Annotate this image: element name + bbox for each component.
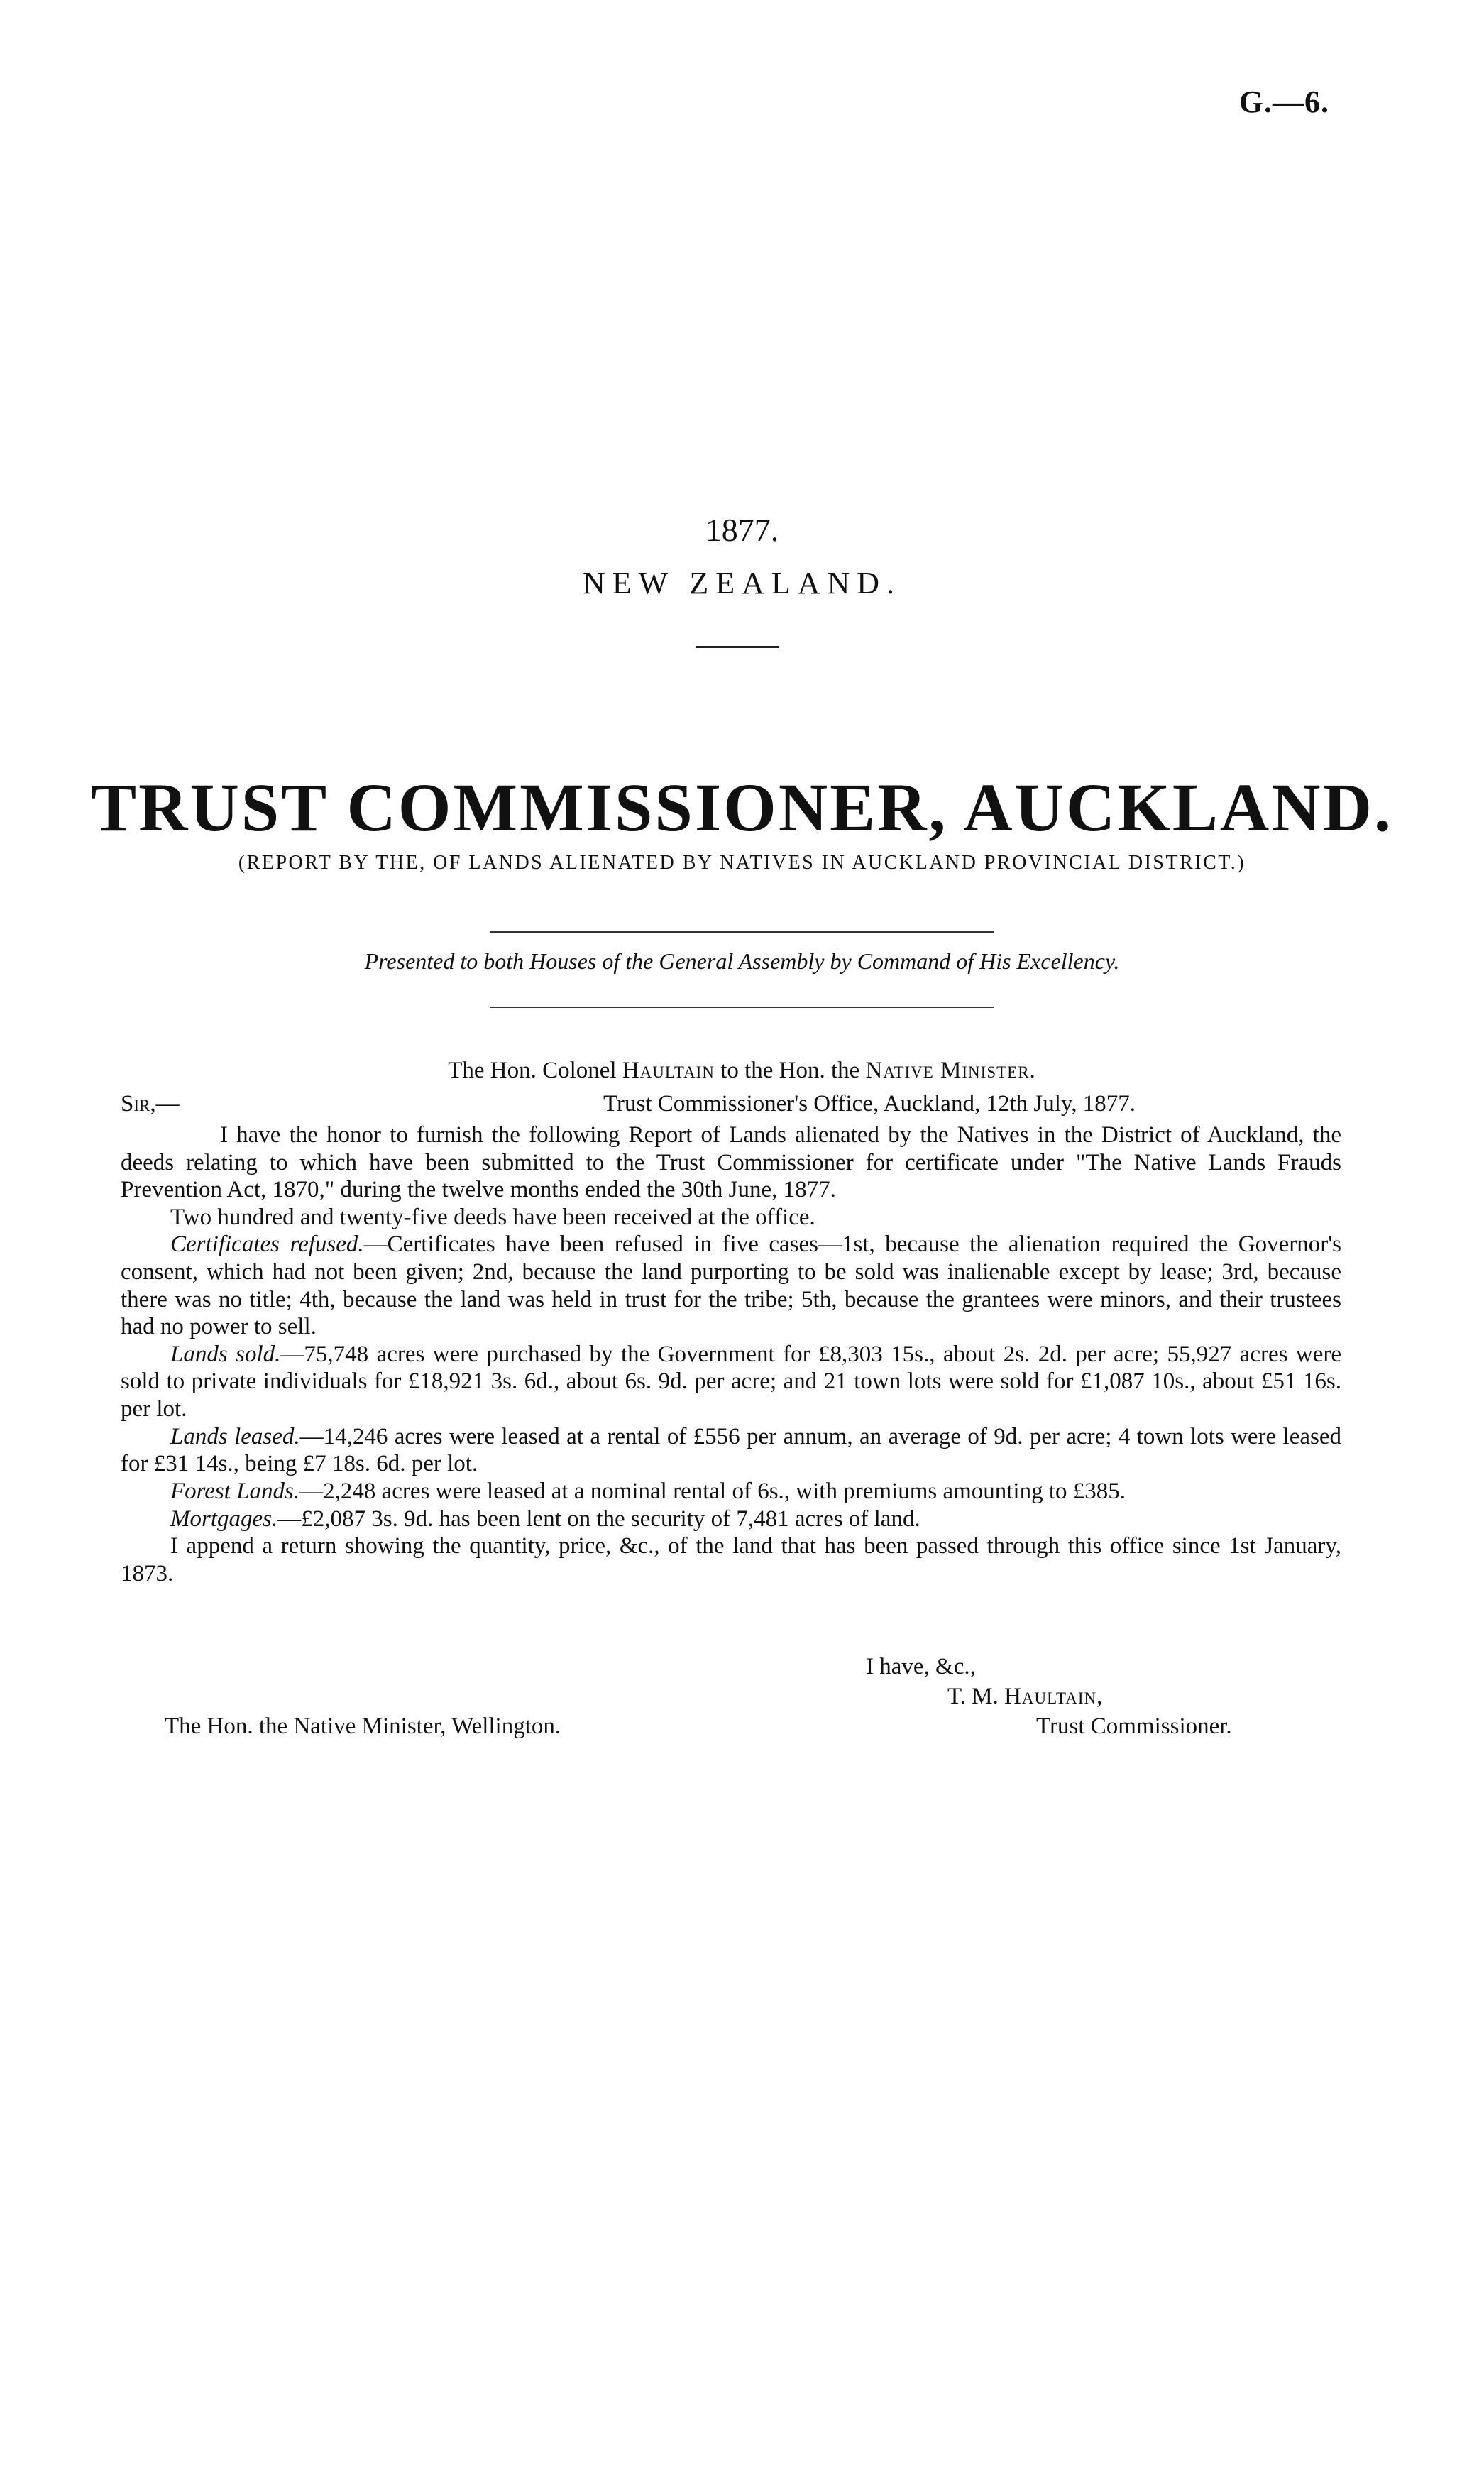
signature-initials: T. M. — [947, 1684, 999, 1709]
document-subtitle: (REPORT BY THE, OF LANDS ALIENATED BY NATIVES IN AUCKLAND PROVINCIAL DISTRICT.) — [238, 852, 1246, 874]
letter-from-name: Haultain — [622, 1058, 715, 1083]
paragraph-certificates-refused — [121, 1231, 1341, 1340]
paragraph-intro: I have the honor to furnish the following Report of Lands alienated by the Natives in the District of Auckland, the deeds relating to which have been submitted to the Trust Commissioner for certificate under "The Native Lands Frauds Prevention Act, 1870," during the twelve months ended the 30th June, 1877. — [121, 1122, 1341, 1203]
letter-from-prefix: The Hon. Colonel — [448, 1058, 617, 1083]
salutation: Sir,— — [121, 1091, 180, 1117]
label-forest-lands: Forest Lands. — [170, 1478, 300, 1504]
upper-divider — [490, 931, 994, 933]
letter-body — [121, 1122, 1341, 1587]
signature — [947, 1684, 1103, 1710]
letter-heading — [0, 1058, 1484, 1084]
text-mortgages: —£2,087 3s. 9d. has been lent on the security of 7,481 acres of land. — [277, 1506, 920, 1532]
signature-name: Haultain, — [1004, 1684, 1104, 1709]
paragraph-lands-leased — [121, 1423, 1341, 1478]
paragraph-mortgages — [121, 1506, 1341, 1533]
paragraph-lands-sold — [121, 1341, 1341, 1423]
presented-line: Presented to both Houses of the General Assembly by Command of His Excellency. — [364, 948, 1120, 974]
text-forest-lands: —2,248 acres were leased at a nominal rental of 6s., with premiums amounting to £385. — [299, 1478, 1126, 1504]
paragraph-forest-lands — [121, 1478, 1341, 1506]
label-mortgages: Mortgages. — [170, 1506, 278, 1532]
text-lands-sold: —75,748 acres were purchased by the Government for £8,303 15s., about 2s. 2d. per acre; 55,927 acres were sold to private individuals for £18,921 3s. 6d., about 6s. 9d. per acre; and 21 town lots were sold for £1,087 10s., about £51 16s. per lot. — [121, 1341, 1341, 1422]
addressee: The Hon. the Native Minister, Wellington. — [165, 1713, 561, 1739]
office-date-line: Trust Commissioner's Office, Auckland, 12th July, 1877. — [603, 1091, 1136, 1117]
paragraph-return: I append a return showing the quantity, price, &c., of the land that has been passed through this office since 1st January, 1873. — [121, 1533, 1341, 1586]
lower-divider — [490, 1007, 994, 1008]
label-lands-sold: Lands sold. — [170, 1341, 281, 1367]
document-year: 1877. — [705, 512, 779, 548]
text-lands-leased: —14,246 acres were leased at a rental of £556 per annum, an average of 9d. per acre; 4 town lots were leased for £31 14s., being £7 18s. 6d. per lot. — [121, 1423, 1342, 1477]
country-heading: NEW ZEALAND. — [582, 566, 902, 601]
text-certificates-refused: —Certificates have been refused in five cases—1st, because the alienation required the Governor's consent, which had not been given; 2nd, because the land purporting to be sold was inalienable except by lease; 3rd, because there was no title; 4th, because the land was held in trust for the tribe; 5th, because the grantees were minors, and their trustees had no power to sell. — [121, 1232, 1341, 1340]
label-certificates-refused: Certificates refused. — [170, 1232, 364, 1258]
letter-to-prefix: to the Hon. the — [720, 1058, 860, 1083]
document-title: TRUST COMMISSIONER, AUCKLAND. — [91, 769, 1393, 845]
short-divider — [696, 646, 779, 648]
closing-phrase: I have, &c., — [866, 1654, 976, 1679]
letter-to-name: Native Minister. — [865, 1058, 1036, 1083]
page-reference: G.—6. — [1238, 84, 1329, 119]
label-lands-leased: Lands leased. — [170, 1423, 300, 1449]
paragraph-deeds-received: Two hundred and twenty-five deeds have been received at the office. — [170, 1204, 815, 1230]
signature-title: Trust Commissioner. — [1036, 1713, 1232, 1739]
